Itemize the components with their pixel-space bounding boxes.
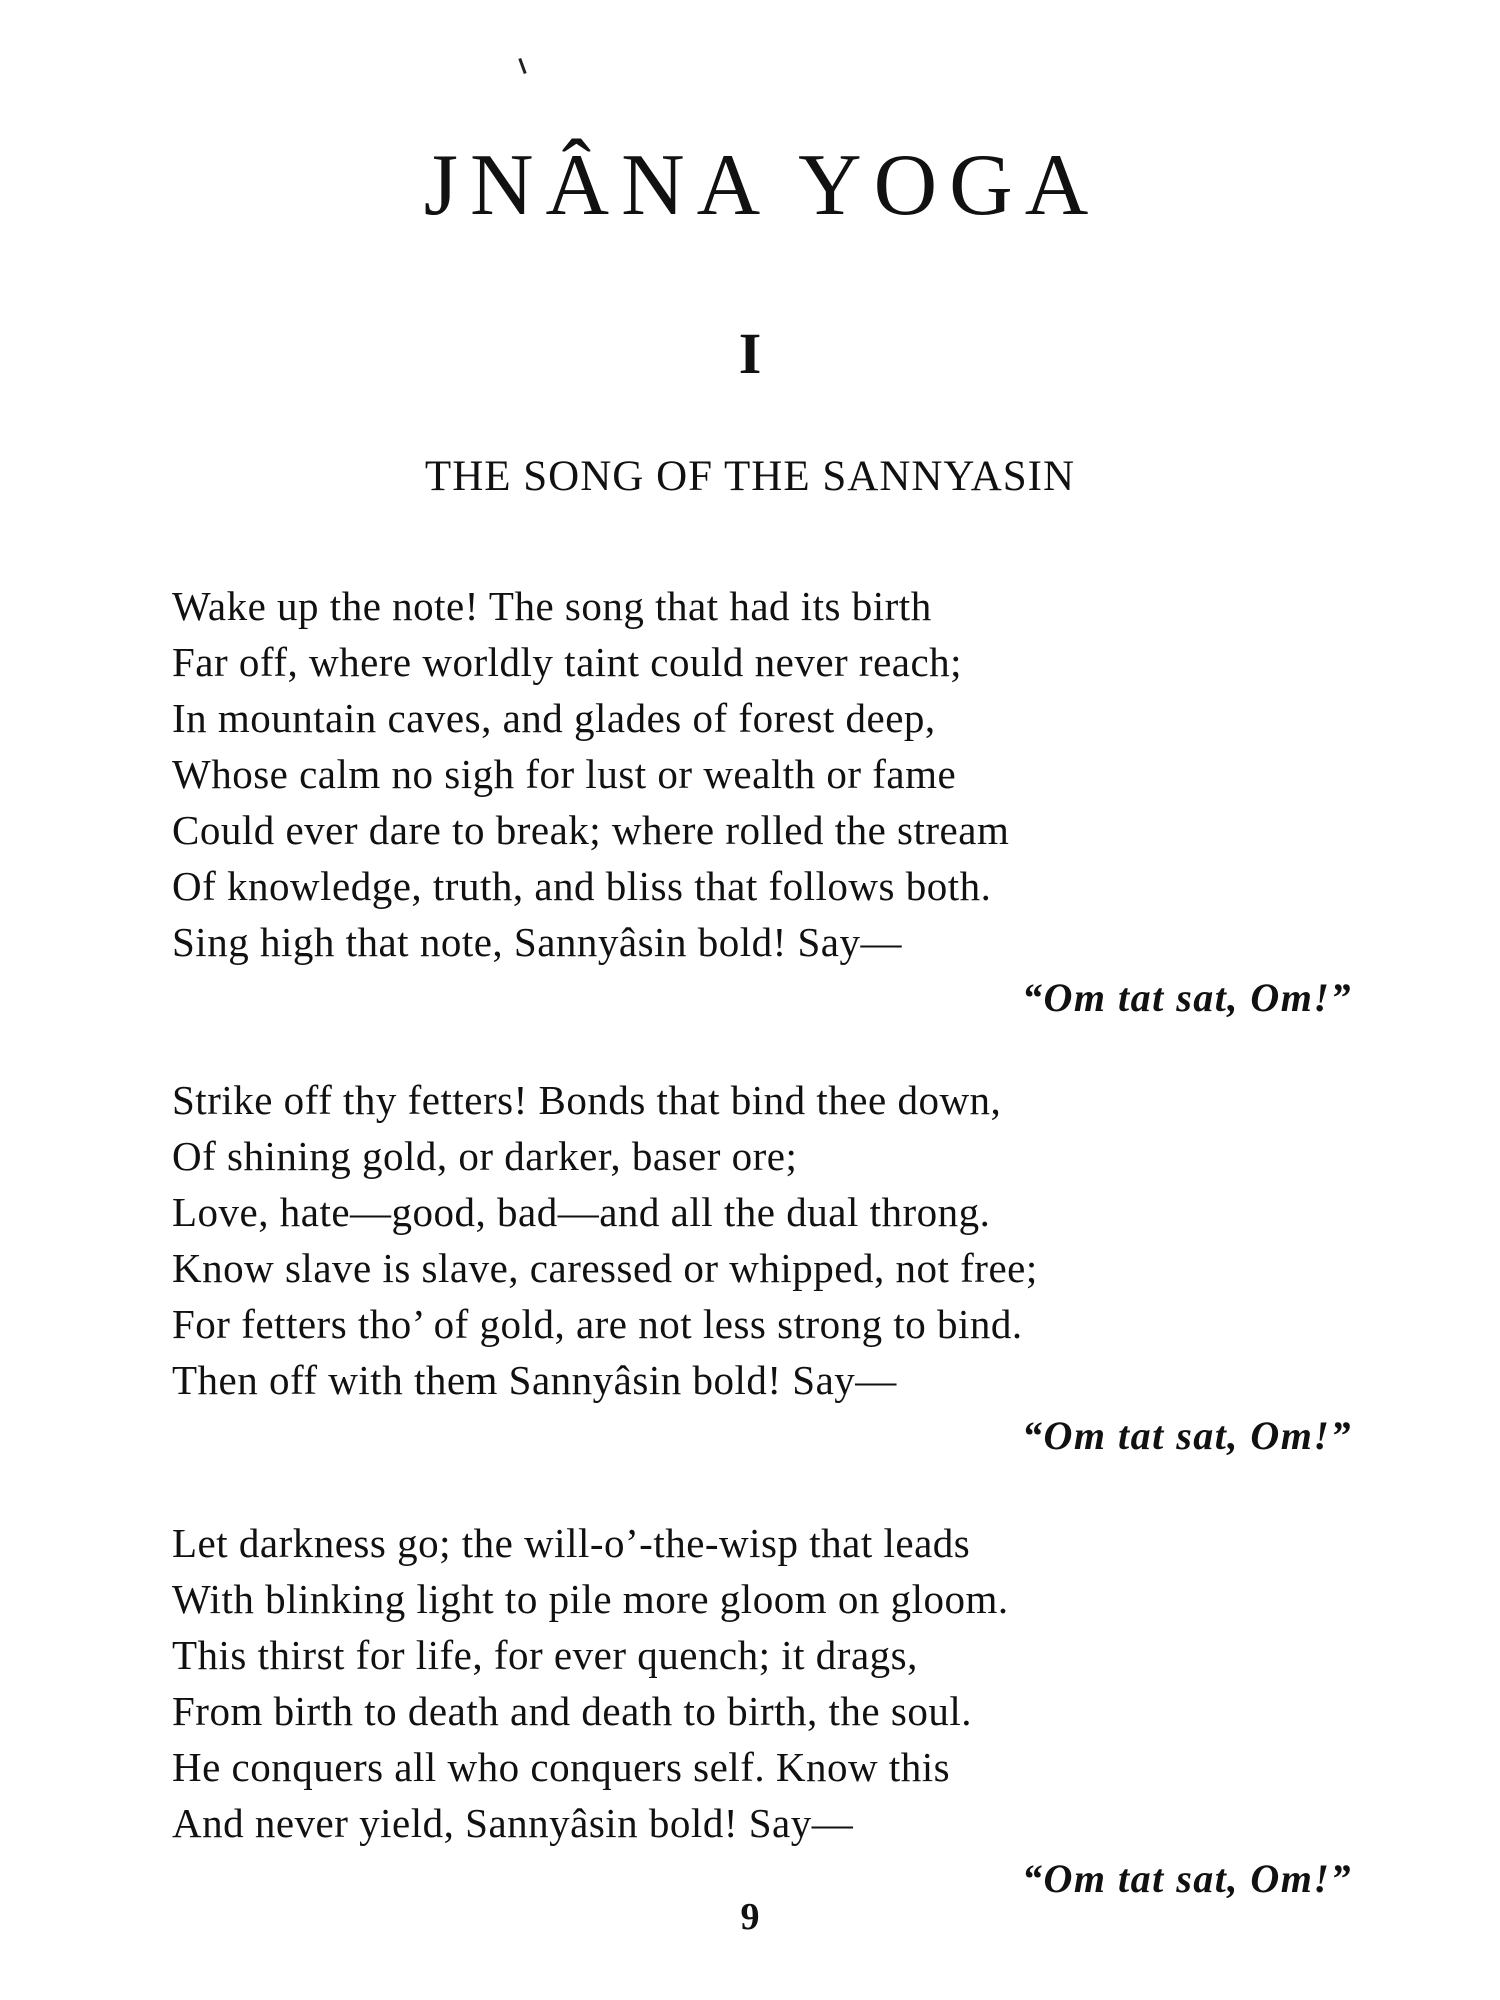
- verse-line: Then off with them Sannyâsin bold! Say—: [172, 1357, 897, 1403]
- verse-line: Know slave is slave, caressed or whipped, not free;: [172, 1245, 1038, 1291]
- verse-line: Far off, where worldly taint could never reach;: [172, 639, 963, 685]
- refrain: “Om tat sat, Om!”: [1022, 1413, 1352, 1458]
- book-title: JNÂNA YOGA: [423, 137, 1101, 234]
- chapter-title: THE SONG OF THE SANNYASIN: [424, 453, 1076, 500]
- chapter-numeral: I: [738, 321, 762, 386]
- stanza-2: [172, 1072, 1352, 1464]
- stanza-3: [172, 1515, 1352, 1907]
- print-speck: [518, 58, 526, 74]
- refrain: “Om tat sat, Om!”: [1022, 1856, 1352, 1901]
- verse-line: Of shining gold, or darker, baser ore;: [172, 1133, 798, 1179]
- stanza-1: [172, 578, 1352, 1026]
- verse-line: Could ever dare to break; where rolled the stream: [172, 807, 1010, 853]
- verse-line: Wake up the note! The song that had its birth: [172, 583, 932, 629]
- verse-line: For fetters tho’ of gold, are not less strong to bind.: [172, 1301, 1023, 1347]
- verse-line: Whose calm no sigh for lust or wealth or fame: [172, 751, 957, 797]
- verse-line: In mountain caves, and glades of forest deep,: [172, 695, 936, 741]
- verse-line: Sing high that note, Sannyâsin bold! Say—: [172, 919, 902, 965]
- verse-line: This thirst for life, for ever quench; it drags,: [172, 1632, 918, 1678]
- verse-line: Of knowledge, truth, and bliss that follows both.: [172, 863, 992, 909]
- verse-line: With blinking light to pile more gloom on gloom.: [172, 1576, 1009, 1622]
- page-number: 9: [740, 1896, 760, 1938]
- verse-line: Love, hate—good, bad—and all the dual throng.: [172, 1189, 991, 1235]
- verse-line: Let darkness go; the will-o’-the-wisp that leads: [172, 1520, 971, 1566]
- verse-line: He conquers all who conquers self. Know this: [172, 1744, 951, 1790]
- refrain: “Om tat sat, Om!”: [1022, 975, 1352, 1020]
- verse-line: And never yield, Sannyâsin bold! Say—: [172, 1800, 854, 1846]
- verse-line: From birth to death and death to birth, the soul.: [172, 1688, 972, 1734]
- verse-line: Strike off thy fetters! Bonds that bind thee down,: [172, 1077, 1002, 1123]
